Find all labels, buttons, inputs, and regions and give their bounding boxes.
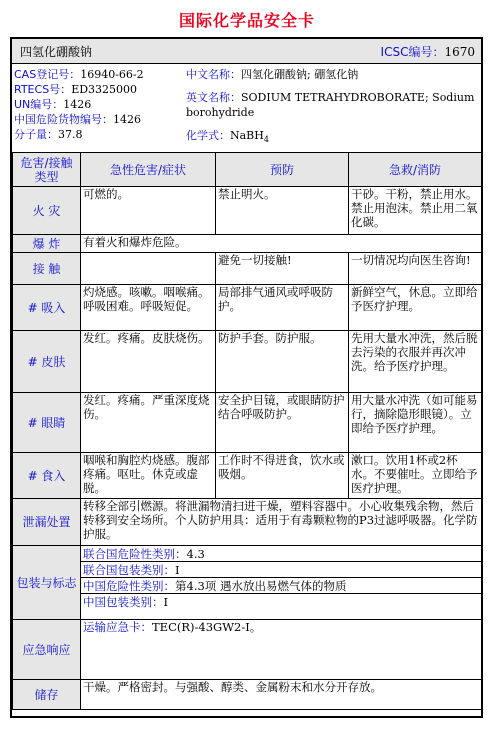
row-label-storage: 储存: [13, 680, 81, 710]
card-header: [12, 39, 481, 64]
cell-prevention: 局部排气通风或呼吸防护。: [216, 285, 349, 331]
cell-first-aid: 新鲜空气，休息。立即给予医疗护理。: [349, 285, 482, 331]
chemical-formula: 化学式：NaBH$_4$: [186, 129, 269, 145]
cell-prevention: 防护手套。防护服。: [216, 331, 349, 393]
row-label-explosion: 爆 炸: [13, 235, 81, 253]
molecular-weight: 分子量：37.8: [14, 128, 83, 141]
cell-spill-disposal: 转移全部引燃源。将泄漏物清扫进干燥，塑料容器中。小心收集残余物，然后转移到安全场所。个人防护用具：适用于有毒颗粒物的P3过滤呼吸器。化学防护服。: [81, 499, 482, 546]
cell-first-aid: 漱口。饮用1杯或2杯水。不要催吐。立即给予医疗护理。: [349, 453, 482, 499]
chinese-name: 中文名称：四氢化硼酸钠; 硼氢化钠: [186, 68, 359, 81]
english-name: 英文名称：SODIUM TETRAHYDROBORATE; Sodium: [186, 91, 475, 104]
un-number: UN编号：1426: [14, 98, 92, 111]
cas-number: CAS登记号：16940-66-2: [14, 68, 144, 81]
cn-dangerous-goods-number: 中国危险货物编号：1426: [14, 113, 141, 126]
cn-hazard-class: 中国危险性类别：第4.3项 遇水放出易燃气体的物质: [81, 577, 481, 593]
cell-prevention: 工作时不得进食，饮水或吸烟。: [216, 453, 349, 499]
cell-emergency: 运输应急卡：TEC(R)-43GW2-I。: [81, 620, 482, 680]
identifiers: [12, 64, 481, 153]
english-name-cont: borohydride: [186, 106, 255, 119]
cell-symptoms: [81, 253, 216, 285]
table-row: [13, 680, 482, 710]
un-hazard-class: 联合国危险性类别：4.3: [83, 547, 205, 561]
cell-first-aid: 一切情况均向医生咨询!: [349, 253, 482, 285]
row-label-inhalation: # 吸入: [13, 285, 81, 331]
row-label-ingestion: # 食入: [13, 453, 81, 499]
cell-prevention: 禁止明火。: [216, 187, 349, 235]
card-title: 国际化学品安全卡: [178, 11, 315, 30]
cell-prevention: 避免一切接触!: [216, 253, 349, 285]
row-label-emergency: 应急响应: [13, 620, 81, 680]
table-row: [13, 235, 482, 253]
cell-first-aid: 干砂。干粉，禁止用水。禁止用泡沫。禁止用二氧化碳。: [349, 187, 482, 235]
chemical-name: 四氢化硼酸钠: [20, 45, 93, 59]
table-row: [13, 253, 482, 285]
row-label-skin: # 皮肤: [13, 331, 81, 393]
cell-packaging: [81, 546, 482, 620]
cell-symptoms: 灼烧感。咳嗽。咽喉痛。呼吸困难。呼吸短促。: [81, 285, 216, 331]
cell-prevention: 安全护目镜，或眼睛防护结合呼吸防护。: [216, 393, 349, 453]
row-label-packaging: 包装与标志: [13, 546, 81, 620]
col-header-type: 危害/接触类型: [13, 153, 81, 187]
cell-symptoms: 咽喉和胸腔灼烧感。腹部疼痛。呕吐。休克或虚脱。: [81, 453, 216, 499]
table-row: [13, 331, 482, 393]
col-header-symptoms: 急性危害/症状: [81, 153, 216, 187]
table-row: [13, 187, 482, 235]
row-label-spill: 泄漏处置: [13, 499, 81, 546]
cell-symptoms: 发红。疼痛。严重深度烧伤。: [81, 393, 216, 453]
table-row: [13, 499, 482, 546]
icsc-number: ICSC编号：1670: [380, 45, 475, 59]
row-label-eyes: # 眼睛: [13, 393, 81, 453]
col-header-prevention: 预防: [216, 153, 349, 187]
rtecs-number: RTECS号：ED3325000: [14, 83, 138, 96]
un-packing-group: 联合国包装类别：I: [81, 561, 481, 577]
cn-packing-group: 中国包装类别：I: [81, 593, 481, 609]
table-row: [13, 285, 482, 331]
cell-symptoms: 可燃的。: [81, 187, 216, 235]
col-header-first-aid: 急救/消防: [349, 153, 482, 187]
cell-first-aid: 用大量水冲洗（如可能易行，摘除隐形眼镜）。立即给予医疗护理。: [349, 393, 482, 453]
table-row: [13, 393, 482, 453]
table-row: [13, 546, 482, 620]
cell-symptoms: 发红。疼痛。皮肤烧伤。: [81, 331, 216, 393]
safety-card: [10, 37, 483, 718]
table-row: [13, 453, 482, 499]
hazard-table: [12, 152, 482, 710]
row-label-fire: 火 灾: [13, 187, 81, 235]
cell-explosion-hazard: 有着火和爆炸危险。: [81, 235, 482, 253]
row-label-exposure: 接 触: [13, 253, 81, 285]
table-row: [13, 620, 482, 680]
cell-storage: 干燥。严格密封。与强酸、醇类、金属粉末和水分开存放。: [81, 680, 482, 710]
cell-first-aid: 先用大量水冲洗，然后脱去污染的衣服并再次冲洗。给予医疗护理。: [349, 331, 482, 393]
